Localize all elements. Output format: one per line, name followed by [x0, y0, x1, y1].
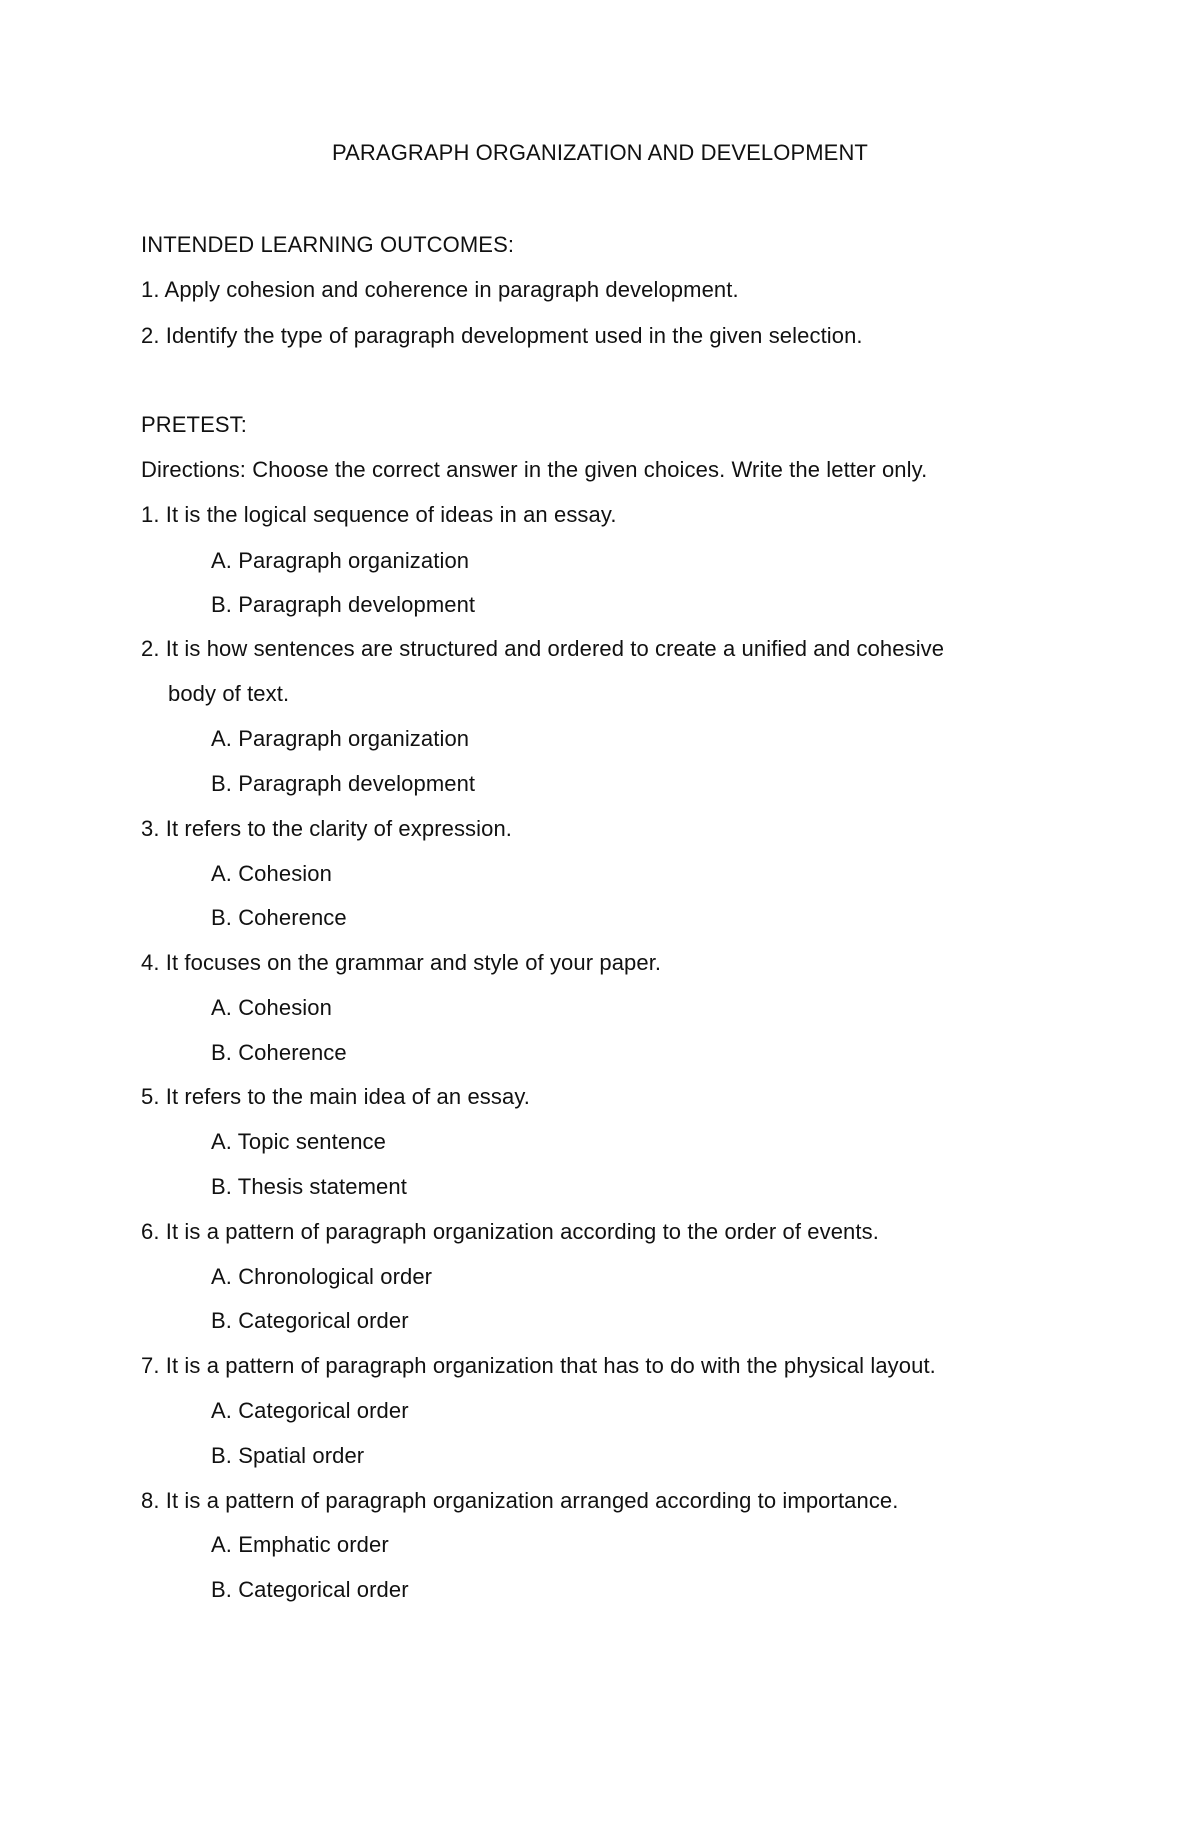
outcome-item: 1. Apply cohesion and coherence in paragraph development.	[141, 277, 739, 302]
choice-b: B. Paragraph development	[211, 771, 476, 796]
choice-a: A. Paragraph organization	[211, 548, 470, 573]
choice-a: A. Emphatic order	[211, 1532, 389, 1557]
question-text: 2. It is how sentences are structured and ordered to create a unified and cohesive	[141, 636, 945, 661]
choice-a: A. Chronological order	[211, 1264, 433, 1289]
question-text: 7. It is a pattern of paragraph organization that has to do with the physical layout.	[141, 1353, 936, 1378]
outcome-item: 2. Identify the type of paragraph development used in the given selection.	[141, 323, 863, 348]
page-title: PARAGRAPH ORGANIZATION AND DEVELOPMENT	[332, 140, 868, 165]
question-text: 5. It refers to the main idea of an essay.	[141, 1084, 530, 1109]
choice-a: A. Paragraph organization	[211, 726, 470, 751]
question-text: 4. It focuses on the grammar and style of your paper.	[141, 950, 662, 975]
question-text: 6. It is a pattern of paragraph organization according to the order of events.	[141, 1219, 879, 1244]
choice-b: B. Thesis statement	[211, 1174, 407, 1199]
choice-b: B. Categorical order	[211, 1577, 409, 1602]
choice-a: A. Topic sentence	[211, 1129, 386, 1154]
choice-b: B. Coherence	[211, 1040, 347, 1065]
choice-b: B. Coherence	[211, 905, 347, 930]
question-text: 8. It is a pattern of paragraph organization arranged according to importance.	[141, 1488, 899, 1513]
question-text: 1. It is the logical sequence of ideas in an essay.	[141, 502, 617, 527]
choice-b: B. Spatial order	[211, 1443, 365, 1468]
choice-a: A. Cohesion	[211, 995, 332, 1020]
question-continuation: body of text.	[168, 681, 290, 706]
pretest-directions: Directions: Choose the correct answer in the given choices. Write the letter only.	[141, 457, 928, 482]
pretest-heading: PRETEST:	[141, 412, 247, 437]
choice-a: A. Categorical order	[211, 1398, 409, 1423]
outcomes-heading: INTENDED LEARNING OUTCOMES:	[141, 232, 515, 257]
question-text: 3. It refers to the clarity of expression.	[141, 816, 513, 841]
choice-a: A. Cohesion	[211, 861, 332, 886]
choice-b: B. Paragraph development	[211, 592, 476, 617]
choice-b: B. Categorical order	[211, 1308, 409, 1333]
